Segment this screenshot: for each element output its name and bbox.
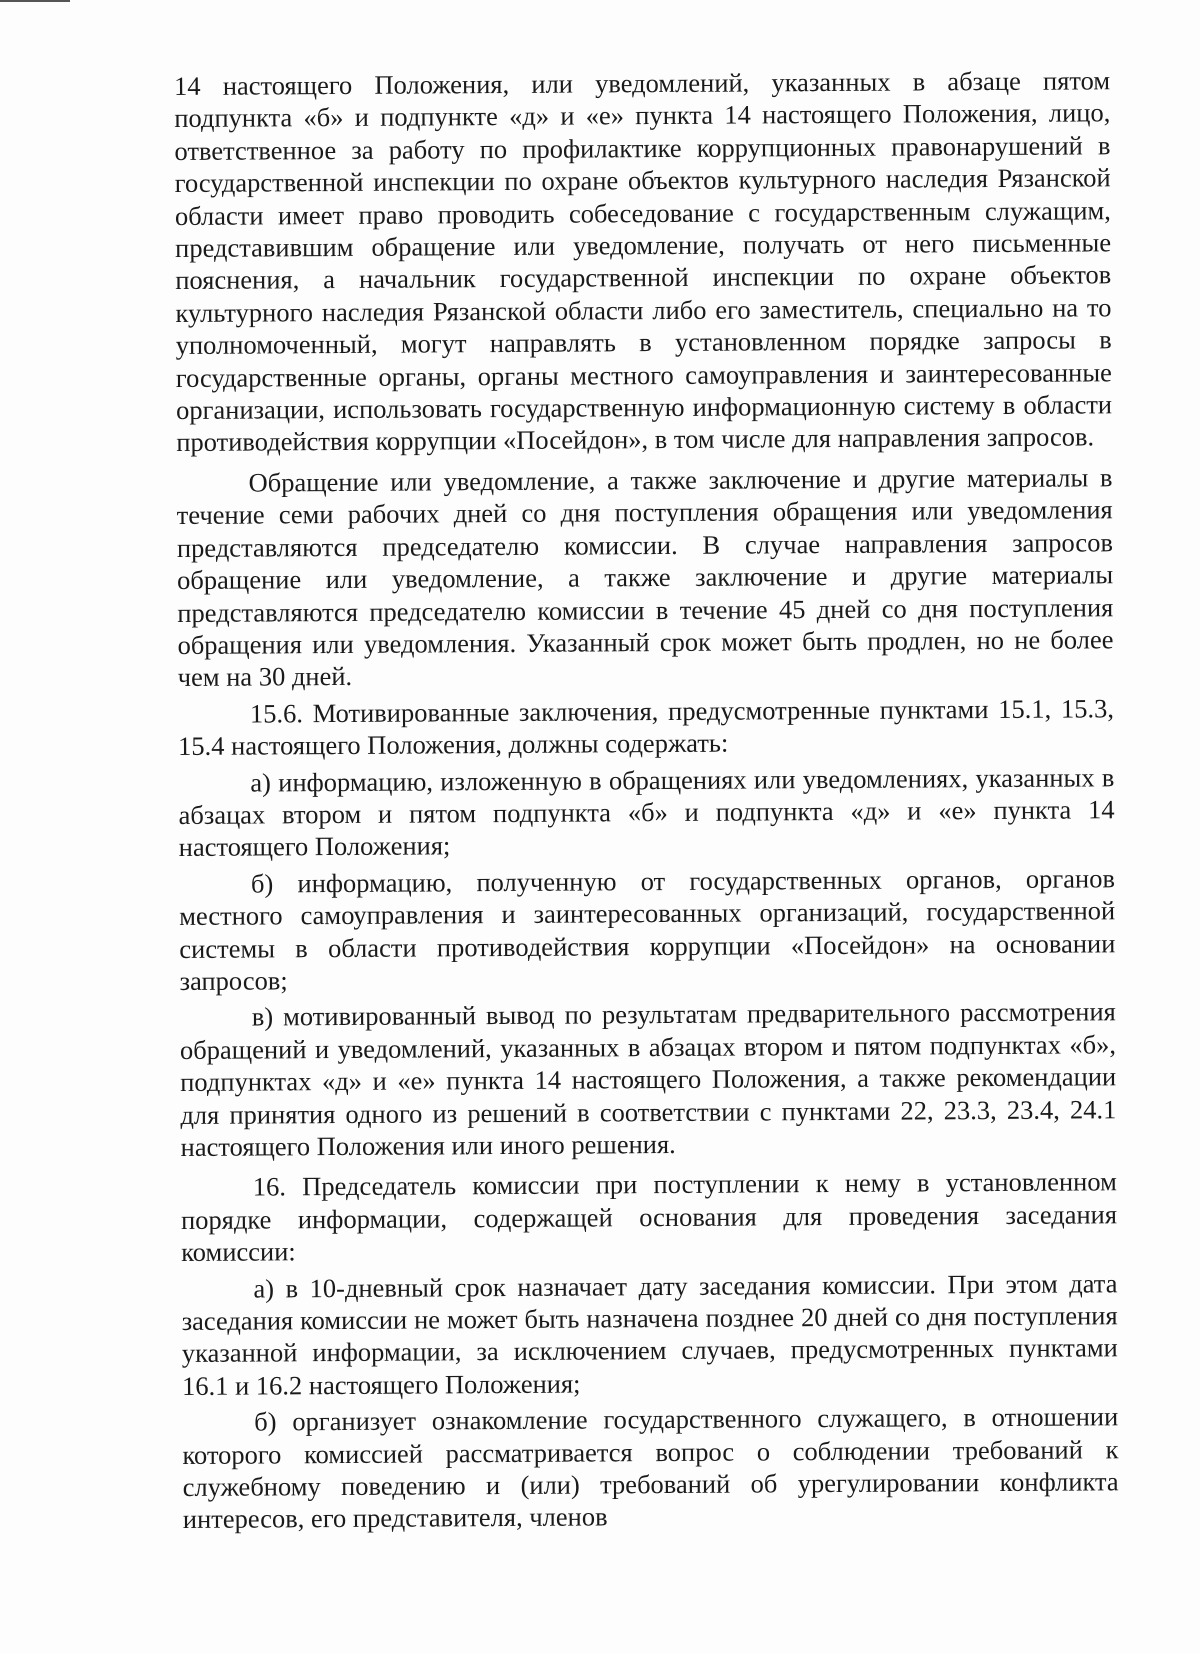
paragraph-16-b: б) организует ознакомление государственного служащего, в отношении которого комиссией рассматривается вопрос о соблюдении требований к служебному поведению и (или) требований об урегулировании конфликта интересов, его представителя, членов (182, 1401, 1119, 1535)
paragraph-15-6-b: б) информацию, полученную от государственных органов, органов местного самоуправления и заинтересованных организаций, государственной системы в области противодействия коррупции «Посейдон» на основании запросов; (179, 863, 1116, 996)
paragraph-16-a: а) в 10-дневный срок назначает дату заседания комиссии. При этом дата заседания комиссии не может быть назначена позднее 20 дней со дня поступления указанной информации, за исключением случаев, предусмотренных пунктами 16.1 и 16.2 настоящего Положения; (181, 1267, 1118, 1401)
paragraph-16: 16. Председатель комиссии при поступлении к нему в установленном порядке информации, содержащей основания для проведения заседания комиссии: (180, 1166, 1118, 1268)
paragraph-15-6-v: в) мотивированный вывод по результатам предварительного рассмотрения обращений и уведомлений, указанных в абзацах втором и пятом подпунктах «б», подпунктах «д» и «е» пункта 14 настоящего Положения, а также рекомендации для принятия одного из решений в соответствии с пунктами 22, 23.3, 23.4, 24.1 настоящего Положения или иного решения. (179, 996, 1117, 1162)
paragraph-continuation: 14 настоящего Положения, или уведомлений, указанных в абзаце пятом подпункта «б» и подпункте «д» и «е» пункта 14 настоящего Положения, лицо, ответственное за работу по профилактике коррупционных правонарушений в государственной инспекции по охране объектов культурного наследия Рязанской области имеет право проводить собеседование с государственным служащим, представившим обращение или уведомление, получать от него письменные пояснения, а начальник государственной инспекции по охране объектов культурного наследия Рязанской области либо его заместитель, специально на то уполномоченный, могут направлять в установленном порядке запросы в государственные органы, органы местного самоуправления и заинтересованные организации, использовать государственную информационную систему в области противодействия коррупции «Посейдон», в том числе для направления запросов. (174, 65, 1113, 458)
paragraph-materials-deadline: Обращение или уведомление, а также заключение и другие материалы в течение семи рабочих дней со дня поступления обращения или уведомления представляются председателю комиссии. В случае направления запросов обращение или уведомление, а также заключение и другие материалы представляются председателю комиссии в течение 45 дней со дня поступления обращения или уведомления. Указанный срок может быть продлен, но не более чем на 30 дней. (176, 462, 1114, 693)
paragraph-15-6: 15.6. Мотивированные заключения, предусмотренные пунктами 15.1, 15.3, 15.4 настоящего Положения, должны содержать: (178, 692, 1115, 762)
paragraph-15-6-a: а) информацию, изложенную в обращениях или уведомлениях, указанных в абзацах втором и пятом подпункта «б» и подпункта «д» и «е» пункта 14 настоящего Положения; (178, 761, 1115, 863)
scan-edge-mark (0, 0, 70, 2)
document-body (174, 64, 1119, 1536)
